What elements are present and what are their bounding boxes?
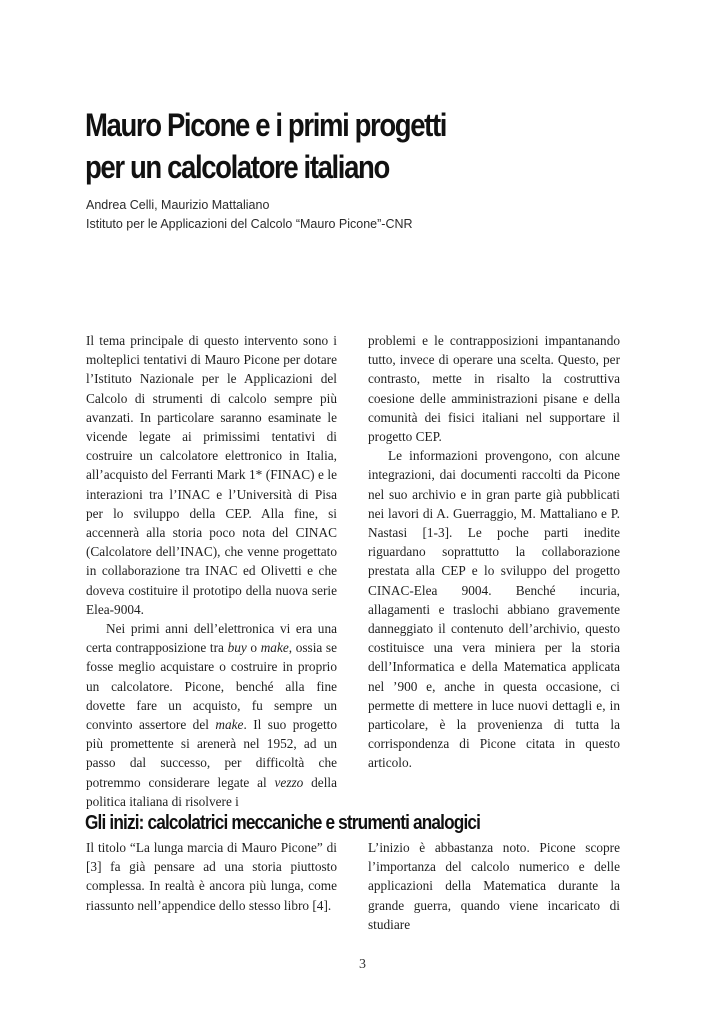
page-number: 3 [359,957,366,972]
intro-paragraph-4: Le informazioni provengono, con alcune integrazioni, dai documenti raccolti da Picone nel suo archivio e in gran parte già pubblicati nei lavori di A. Guerraggio, M. Mattaliano e P. Nastasi [1-3]. Le poche parti inedite riguardano soprattutto la collaborazione prestata alla CEP e lo sviluppo del progetto CINAC-Elea 9004. Benché incuria, allagamenti e traslochi abbiano gravemente danneggiato il contenuto dell’archivio, questo costituisce una vera miniera per la storia dell’Informatica e della Matematica applicata nel ’900 e, anche in questa occasione, ci permette di mettere in luce nuovi dettagli e, in particolare, è la provenienza di tutta la corrispondenza di Picone citata in questo articolo. [368,448,620,771]
section-paragraph-1: Il titolo “La lunga marcia di Mauro Picone” di [3] fa già pensare ad una storia piuttosto complessa. In realtà è ancora più lunga, come riassunto nell’appendice dello stesso libro [4]. [86,840,337,913]
intro-column-left [86,331,337,811]
article-byline [86,196,413,234]
section-column-left [86,838,337,915]
text-run: Nei primi anni dell’elettronica vi era una certa contrapposizione tra [86,621,337,656]
intro-paragraph-3: problemi e le contrapposizioni impantanando tutto, invece di operare una scelta. Questo, per contrasto, mette in risalto la costruttiva coesione delle amministrazioni pisane e della comunità dei fisici italiani nel supportare il progetto CEP. [368,333,620,445]
article-title-line-2: per un calcolatore italiano [85,149,389,185]
section-column-right [368,838,620,934]
affiliation: Istituto per le Applicazioni del Calcolo “Mauro Picone”-CNR [86,217,413,231]
emphasis-make: make [215,717,244,733]
section-heading: Gli inizi: calcolatrici meccaniche e strumenti analogici [85,811,481,834]
section-paragraph-2: L’inizio è abbastanza noto. Picone scopre l’importanza del calcolo numerico e delle applicazioni della Matematica durante la grande guerra, quando viene incaricato di studiare [368,840,620,932]
emphasis-buy: buy [227,640,247,656]
text-run: della politica italiana di risolvere i [86,774,337,809]
article-title [85,104,584,188]
emphasis-make: make [260,640,289,656]
intro-paragraph-2 [86,619,337,811]
text-run: o [246,640,261,656]
intro-column-right [368,331,620,773]
authors: Andrea Celli, Maurizio Mattaliano [86,198,270,212]
text-run: , ossia se fosse meglio acquistare o costruire in proprio un calcolatore. Picone, benché alla fine dovette fare un acquisto, fu sempre un convinto assertore del [86,640,338,733]
intro-paragraph-1: Il tema principale di questo intervento sono i molteplici tentativi di Mauro Picone per dotare l’Istituto Nazionale per le Applicazioni del Calcolo di strumenti di calcolo sempre più avanzati. In particolare saranno esaminate le vicende legate ai primissimi tentativi di costruire un calcolatore elettronico in Italia, all’acquisto del Ferranti Mark 1* (FINAC) e le interazioni tra l’INAC e l’Università di Pisa per lo sviluppo della CEP. Alla fine, si accennerà alla storia poco nota del CINAC (Calcolatore dell’INAC), che venne progettato in collaborazione tra INAC ed Olivetti e che doveva costituire il prototipo della nuova serie Elea-9004. [86,333,337,617]
text-run: . Il suo progetto più promettente si arenerà nel 1952, ad un passo dal successo, per difficoltà che potremmo considerare legate al [86,717,337,790]
emphasis-vezzo: vezzo [274,774,304,790]
article-title-line-1: Mauro Picone e i primi progetti [85,107,447,143]
